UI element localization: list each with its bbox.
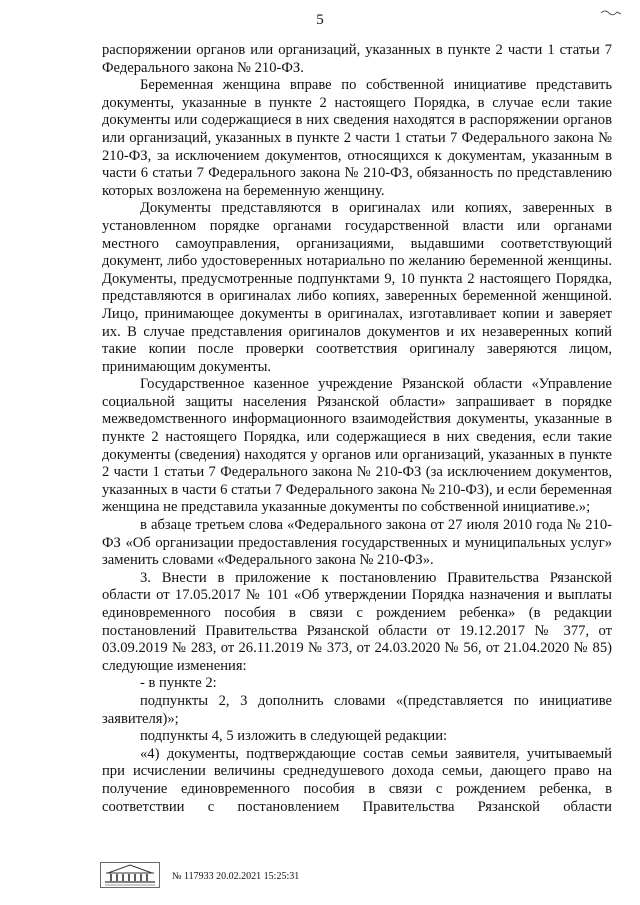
page-number: 5	[316, 12, 324, 28]
paragraph: Беременная женщина вправе по собственной инициативе представить документы, указанные в пункте 2 настоящего Порядка, в случае если такие документы или содержащиеся в них сведения находятся в распоряжении органов или организаций, указанных в пункте 2 части 1 статьи 7 Федерального закона № 210-ФЗ, за исключением документов, относящихся к документам, указанным в части 6 статьи 7 Федерального закона № 210-ФЗ, обязанность по представлению которых возложена на беременную женщину.	[102, 77, 612, 199]
paragraph: Государственное казенное учреждение Рязанской области «Управление социальной защиты населения Рязанской области» запрашивает в порядке межведомственного информационного взаимодействия документы, указанные в пункте 2 настоящего Порядка, или содержащиеся в них сведения, если такие документы (сведения) находятся у органов или организаций, указанных в пункте 2 части 1 статьи 7 Федерального закона № 210-ФЗ (за исключением документов, указанных в части 6 статьи 7 Федерального закона № 210-ФЗ), и если беременная женщина не представила указанные документы по собственной инициативе.»;	[102, 376, 612, 516]
document-footer	[100, 860, 580, 890]
paragraph: «4) документы, подтверждающие состав семьи заявителя, учитываемый при исчислении величины среднедушевого дохода семьи, дающего право на получение единовременного пособия в связи с рождением ребенка, в соответствии с постановлением Правительства Рязанской области	[102, 745, 612, 815]
paragraph-continuation: распоряжении органов или организаций, указанных в пункте 2 части 1 статьи 7 Федерального закона № 210-ФЗ.	[102, 42, 612, 76]
paragraph: в абзаце третьем слова «Федерального закона от 27 июля 2010 года № 210-ФЗ «Об организации предоставления государственных и муниципальных услуг» заменить словами «Федерального закона № 210-ФЗ».	[102, 517, 612, 569]
paragraph: подпункты 2, 3 дополнить словами «(представляется по инициативе заявителя)»;	[102, 692, 612, 727]
document-body	[102, 42, 612, 816]
corner-mark-icon	[600, 8, 622, 16]
registration-stamp: № 117933 20.02.2021 15:25:31	[172, 871, 300, 882]
paragraph: подпункты 4, 5 изложить в следующей редакции:	[140, 728, 448, 745]
paragraph: Документы представляются в оригиналах или копиях, заверенных в установленном порядке органами государственной власти или органами местного самоуправления, организациями, выдавшими соответствующий документ, либо удостоверенных нотариально по желанию беременной женщины. Документы, предусмотренные подпунктами 9, 10 пункта 2 настоящего Порядка, представляются в оригиналах либо копиях, заверенных беременной женщиной. Лицо, принимающее документы в оригиналах, изготавливает копии и заверяет их. В случае представления оригиналов документов и их незаверенных копий такие копии после проверки соответствия оригиналу заверяются лицом, принимающим документы.	[102, 200, 612, 375]
paragraph: - в пункте 2:	[140, 675, 217, 692]
paragraph: 3. Внести в приложение к постановлению Правительства Рязанской области от 17.05.2017 № 101 «Об утверждении Порядка назначения и выплаты единовременного пособия в связи с рождением ребенка» (в редакции постановлений Правительства Рязанской области от 19.12.2017 № 377, от 03.09.2019 № 283, от 26.11.2019 № 373, от 24.03.2020 № 56, от 21.04.2020 № 85) следующие изменения:	[102, 569, 612, 674]
building-seal-icon	[100, 862, 160, 888]
